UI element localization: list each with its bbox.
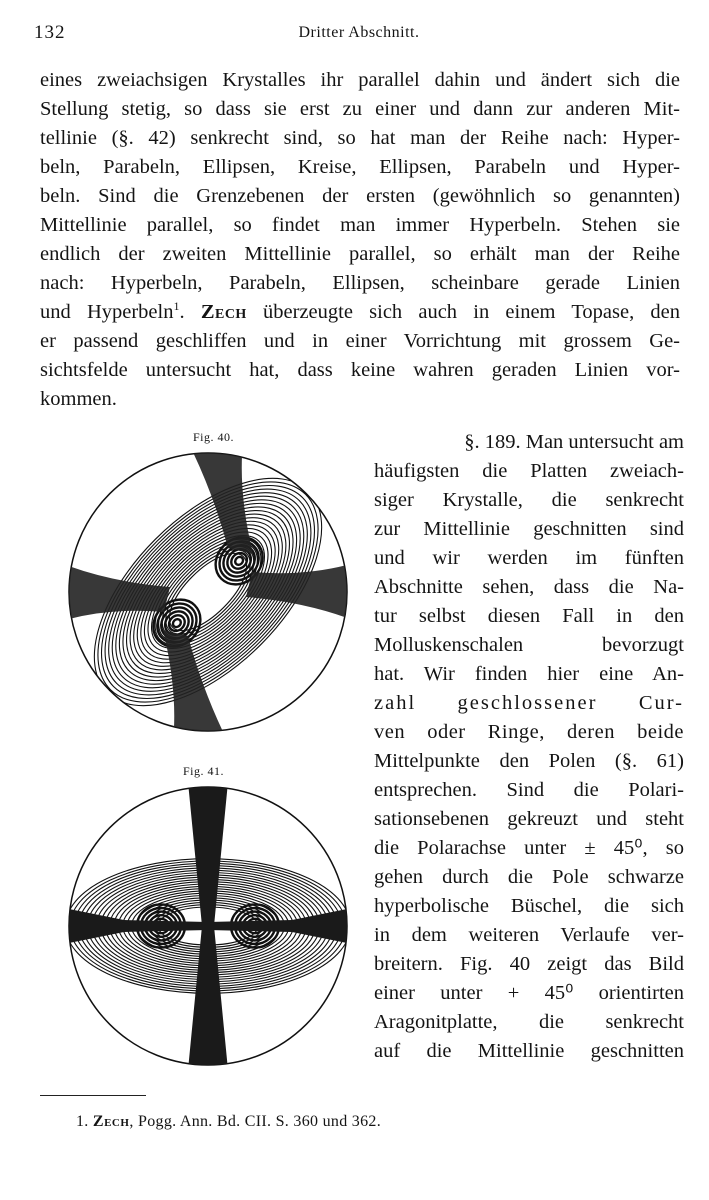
figure-41-interference-pattern xyxy=(64,782,352,1070)
footnote-ref: 1 xyxy=(173,299,180,314)
text-line: Abschnitte sehen, dass die Na- xyxy=(374,576,684,598)
text-line: beln. Sind die Grenzebenen der ersten (gewöhnlich so genannten) xyxy=(40,185,680,207)
text-fragment: und Hyperbeln xyxy=(40,301,174,323)
text-fragment: überzeugte sich auch in einem Topase, den xyxy=(246,301,681,323)
page-header xyxy=(34,22,684,46)
section-heading-line: §. 189. Man untersucht am xyxy=(464,431,684,453)
text-line: siger Krystalle, die senkrecht xyxy=(374,489,684,511)
text-line: beln, Parabeln, Ellipsen, Kreise, Ellipsen, Parabeln und Hyper- xyxy=(40,156,680,178)
text-fragment: . xyxy=(179,301,201,323)
text-line: in dem weiteren Verlaufe ver- xyxy=(374,924,684,946)
footnote-rule xyxy=(40,1095,146,1096)
text-line: Stellung stetig, so dass sie erst zu einer und dann zur anderen Mit- xyxy=(40,98,680,120)
text-line: Mittellinie parallel, so findet man immer Hyperbeln. Stehen sie xyxy=(40,214,680,236)
figure-41-label: Fig. 41. xyxy=(183,764,225,778)
text-line: endlich der zweiten Mittellinie parallel, so erhält man der Reihe xyxy=(40,243,680,265)
text-line: und wir werden im fünften xyxy=(374,547,684,569)
text-line: kommen. xyxy=(40,388,117,410)
page-number: 132 xyxy=(34,22,66,43)
text-line: tellinie (§. 42) senkrecht sind, so hat man der Reihe nach: Hyper- xyxy=(40,127,680,149)
text-line: Aragonitplatte, die senkrecht xyxy=(374,1011,684,1033)
text-line: zahl geschlossener Cur- xyxy=(374,692,684,714)
text-line: entsprechen. Sind die Polari- xyxy=(374,779,684,801)
text-line: hat. Wir finden hier eine An- xyxy=(374,663,684,685)
text-line: eines zweiachsigen Krystalles ihr parallel dahin und ändert sich die xyxy=(40,69,680,91)
text-line: sichtsfelde untersucht hat, dass keine wahren geraden Linien vor- xyxy=(40,359,680,381)
text-line: einer unter + 45⁰ orientirten xyxy=(374,982,684,1004)
figure-40-label: Fig. 40. xyxy=(193,430,235,444)
text-line xyxy=(40,298,680,326)
footnote-text: , Pogg. Ann. Bd. CII. S. 360 und 362. xyxy=(129,1113,381,1130)
text-line: breitern. Fig. 40 zeigt das Bild xyxy=(374,953,684,975)
text-line: Mittelpunkte den Polen (§. 61) xyxy=(374,750,684,772)
isogyre-cross xyxy=(64,782,352,1070)
footnote-number: 1. xyxy=(76,1113,93,1130)
text-line: tur selbst diesen Fall in den xyxy=(374,605,684,627)
text-line: zur Mittellinie geschnitten sind xyxy=(374,518,684,540)
text-line: hyperbolische Büschel, die sich xyxy=(374,895,684,917)
text-line: häufigsten die Platten zweiach- xyxy=(374,460,684,482)
text-line: ven oder Ringe, deren beide xyxy=(374,721,684,743)
text-line: Molluskenschalen bevorzugt xyxy=(374,634,684,656)
text-line: sationsebenen gekreuzt und steht xyxy=(374,808,684,830)
text-line: auf die Mittellinie geschnitten xyxy=(374,1040,684,1062)
figure-40-interference-pattern xyxy=(64,448,352,736)
running-head: Dritter Abschnitt. xyxy=(298,24,420,41)
text-line: gehen durch die Pole schwarze xyxy=(374,866,684,888)
text-line: die Polarachse unter ± 45⁰, so xyxy=(374,837,684,859)
text-line: nach: Hyperbeln, Parabeln, Ellipsen, scheinbare gerade Linien xyxy=(40,272,680,294)
footnote xyxy=(76,1113,381,1131)
footnote-author: Zech xyxy=(92,1113,130,1130)
author-name: Zech xyxy=(200,301,247,323)
text-line: er passend geschliffen und in einer Vorrichtung mit grossem Ge- xyxy=(40,330,680,352)
